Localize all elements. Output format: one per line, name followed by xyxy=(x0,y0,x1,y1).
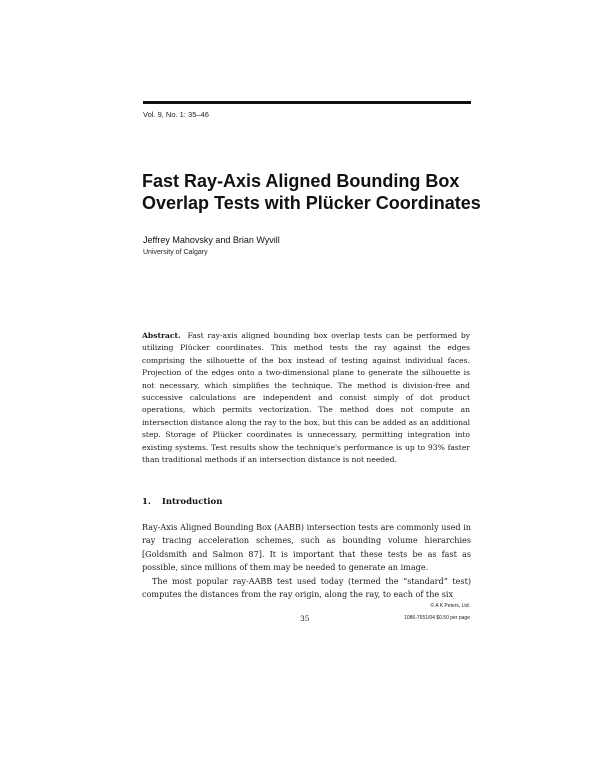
paper-title-line-2: Overlap Tests with Plücker Coordinates xyxy=(142,193,481,213)
header-rule xyxy=(143,101,471,104)
paragraph: The most popular ray-AABB test used today (termed the “standard” test) computes the distances from the ray origin, along the ray, to each of the six xyxy=(142,575,471,600)
paper-title xyxy=(142,170,481,214)
page-number: 35 xyxy=(300,614,310,623)
journal-reference: Vol. 9, No. 1: 35–46 xyxy=(143,110,209,119)
paragraph: Ray-Axis Aligned Bounding Box (AABB) intersection tests are commonly used in ray tracing acceleration schemes, such as bounding volume hierarchies [Goldsmith and Salmon 87]. It is important that these tests be as fast as possible, since millions of them may be needed to generate an image. xyxy=(142,522,471,573)
section-heading xyxy=(142,497,222,507)
paper-title-line-1: Fast Ray-Axis Aligned Bounding Box xyxy=(142,171,460,191)
section-number: 1. xyxy=(142,497,151,507)
body-text xyxy=(142,521,471,601)
affiliation: University of Calgary xyxy=(143,249,208,256)
abstract xyxy=(142,330,470,466)
copyright-notice: © A K Peters, Ltd. xyxy=(430,603,470,609)
section-title: Introduction xyxy=(161,497,223,507)
issn-price: 1086-7651/04 $0.50 per page xyxy=(404,615,470,621)
abstract-text: Fast ray-axis aligned bounding box overlap tests can be performed by utilizing Plücker coordinates. This method tests the ray against the edges comprising the silhouette of the box instead of testing against individual faces. Projection of the edges onto a two-dimensional plane to generate the silhouette is not necessary, which simplifies the technique. The method is division-free and successive calculations are independent and consist simply of dot product operations, which permits vectorization. The method does not compute an intersection distance along the ray to the box, but this can be added as an additional step. Storage of Plücker coordinates is unnecessary, permitting integration into existing systems. Test results show the technique's performance is up to 93% faster than traditional methods if an intersection distance is not needed. xyxy=(142,331,470,465)
authors: Jeffrey Mahovsky and Brian Wyvill xyxy=(143,235,280,245)
abstract-label: Abstract. xyxy=(142,331,181,340)
